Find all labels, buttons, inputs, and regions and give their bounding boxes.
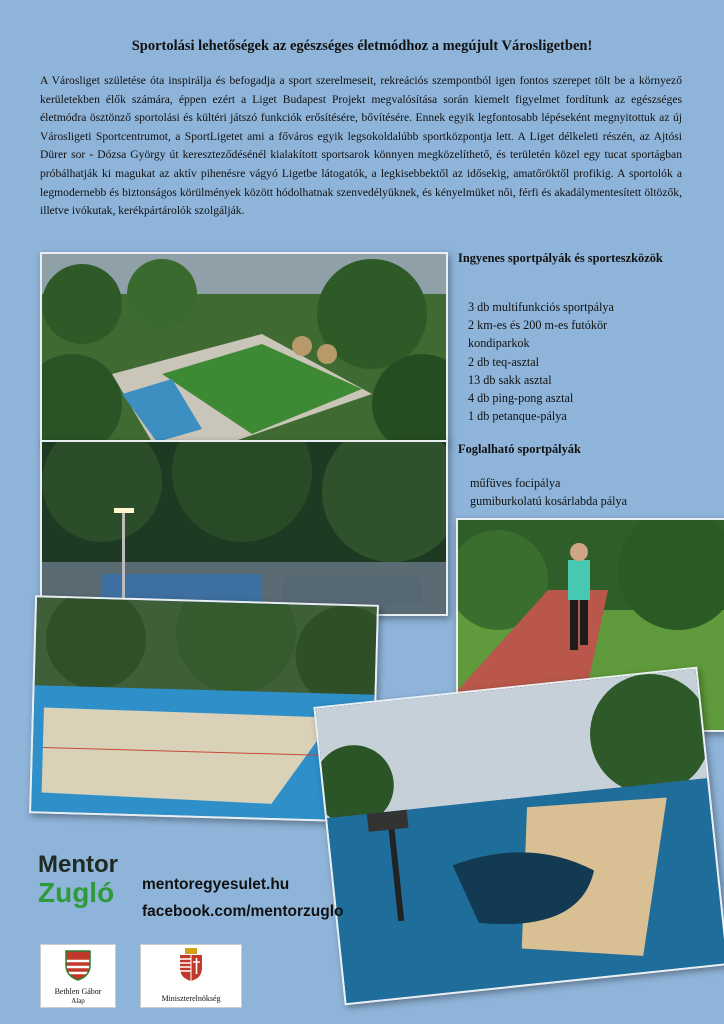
free-facilities-heading: Ingyenes sportpályák és sporteszközök [458, 251, 663, 265]
ministry-badge [140, 944, 242, 1008]
list-item: 1 db petanque-pálya [468, 409, 567, 424]
list-item: műfüves focipálya [470, 476, 561, 490]
logo-line-2: Zugló [38, 877, 115, 908]
bookable-facilities-list [470, 474, 627, 510]
photo-aerial-pitch [40, 252, 448, 444]
photo-basketball-court [313, 667, 724, 1006]
hungarian-coat-of-arms-icon [178, 948, 204, 982]
free-facilities-list [468, 298, 614, 425]
bethlen-caption-2: Alap [71, 997, 85, 1005]
photo-evening-courts [40, 440, 448, 616]
list-item: 4 db ping-pong asztal [468, 391, 574, 406]
list-item: 13 db sakk asztal [468, 372, 552, 387]
list-item: 2 db teq-asztal [468, 354, 540, 369]
ministry-caption: Miniszterelnökség [161, 994, 221, 1003]
website-link[interactable]: mentoregyesulet.hu [142, 876, 290, 893]
logo-line-1: Mentor [38, 851, 118, 878]
list-item: 2 km-es és 200 m-es futókör [468, 318, 608, 333]
facebook-link[interactable]: facebook.com/mentorzuglo [142, 903, 344, 920]
mentor-zuglo-logo [38, 852, 118, 908]
intro-paragraph: A Városliget születése óta inspirálja és befogadja a sport szerelmeseit, rekreációs szempontból igen fontos szerepet tölt be a környező kerületekben élők számára, éppen ezért a Liget Budapest Projekt megvalósítása során kiemelt figyelmet fordítunk az egészséges életmódra ösztönző sportolási és kültéri játszó funkciók erősítésére, bővítésére. Ennek egyik legfontosabb lépéseként megnyitottuk az új Városligeti Sportcentrumot, a SportLigetet ami a főváros egyik legsokoldalúbb sportközpontja lett. A Liget délkeleti részén, az Ajtósi Dürer sor - Dózsa György út kereszteződésénél kialakított sportsarok könnyen megközelíthető, és területén közel egy tucat sportágban próbálhatják ki magukat az aktív pihenésre vágyó Ligetbe látogatók, a legkisebbektől az idősekig, amatőröktől profikig. A sportolók a legmodernebb és biztonságos körülmények között hódolhatnak szenvedélyüknek, és kényelmüket női, férfi és akadálymentesített öltözők, illetve ivókutak, kerékpártárolók szolgálják. [40, 74, 682, 218]
bookable-facilities-heading: Foglalható sportpályák [458, 442, 581, 456]
bethlen-shield-icon [63, 949, 93, 981]
bethlen-gabor-badge [40, 944, 116, 1008]
list-item: gumiburkolatú kosárlabda pálya [470, 494, 628, 509]
list-item: 3 db multifunkciós sportpálya [468, 300, 614, 314]
page-title: Sportolási lehetőségek az egészséges életmódhoz a megújult Városligetben! [131, 38, 593, 54]
bethlen-caption: Bethlen Gábor [54, 987, 102, 996]
list-item: kondiparkok [468, 336, 530, 351]
